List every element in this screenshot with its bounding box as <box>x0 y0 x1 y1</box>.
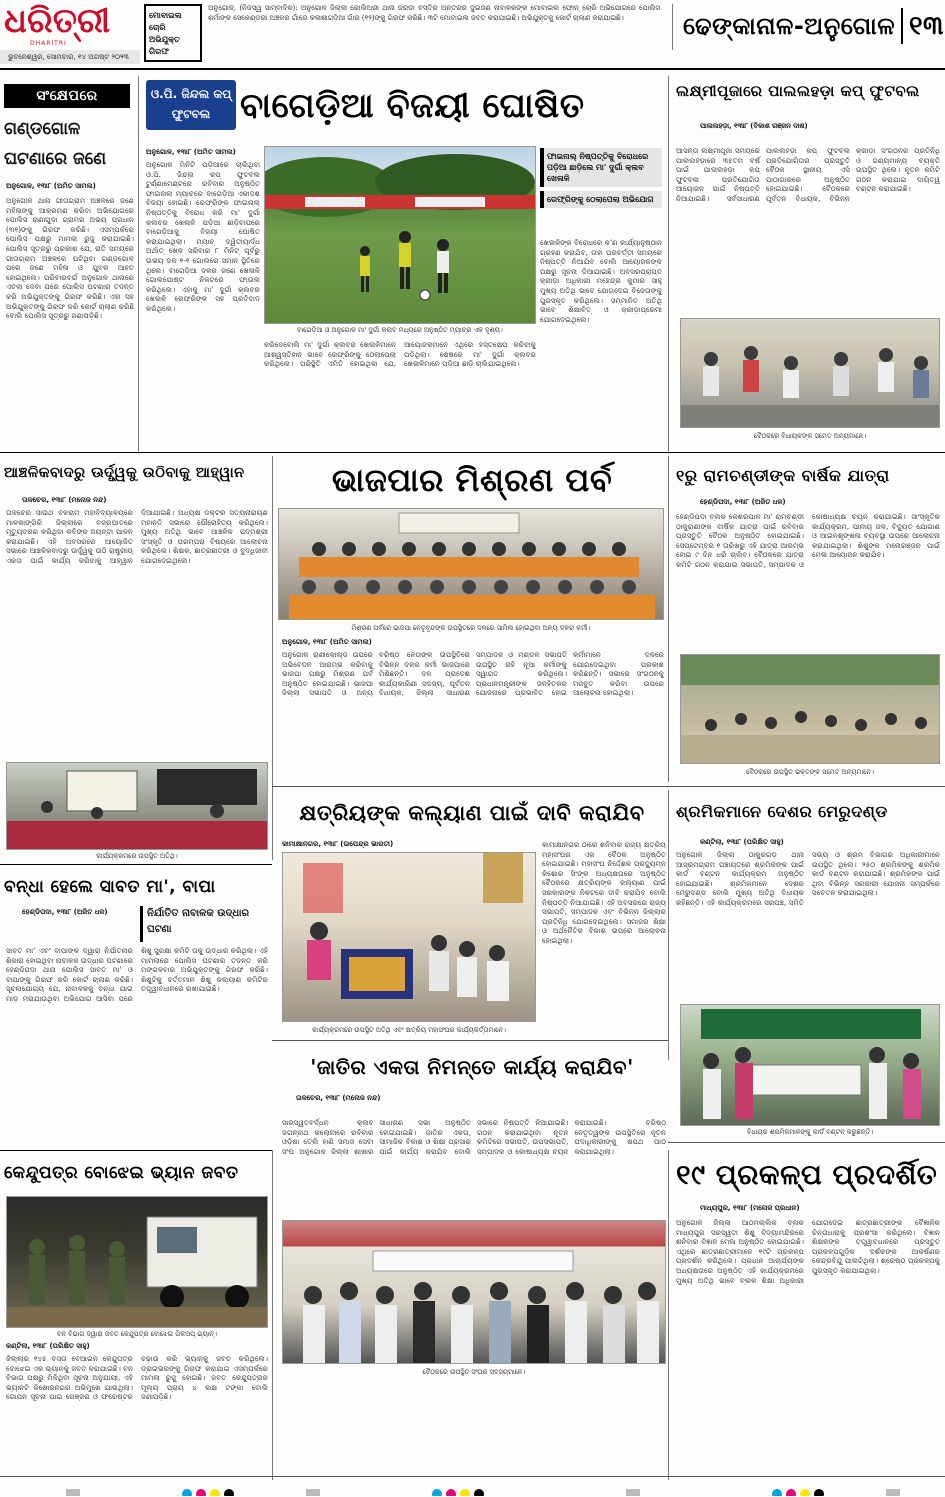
kshatriya-headline: କ୍ଷତ୍ରିୟଙ୍କ କଲ୍ୟାଣ ପାଇଁ ଦାବି କରାଯିବ <box>299 801 645 825</box>
bjp-photo-caption: ମିଶ୍ରଣ ପର୍ବରେ ଭାଜପା ନେତୃବୃନ୍ଦଙ୍କ ଉପସ୍ଥିତରେ ଦଳରେ ସାମିଲ ହୋଇଥିବା ଅନ୍ୟ ଦଳର କର୍ମୀ। <box>351 624 591 632</box>
jati-headline: 'ଜାତିର ଏକତା ନିମନ୍ତେ କାର୍ଯ୍ୟ କରାଯିବ' <box>310 1055 634 1079</box>
card-distribution-photo-icon <box>681 1005 940 1126</box>
football-photo-caption: ବାଗେଡ଼ିଆ ଓ ଅନୁଗୋଳ ମା' ଦୁର୍ଗା କ୍ଲବ ମଧ୍ୟରେ ଅନୁଷ୍ଠିତ ମ୍ୟାଚ୍‌ର ଏକ ଦୃଶ୍ୟ। <box>297 326 503 334</box>
bandha-headline: ବନ୍ଧା ହେଲେ ସାବତ ମା', ବାପା <box>4 877 216 897</box>
van-photo-icon <box>7 1197 268 1328</box>
row-rule-3 <box>272 1040 668 1041</box>
col-rule-5 <box>668 790 669 1060</box>
shramik-headline: ଶ୍ରମିକମାନେ ଦେଶର ମେରୁଦଣ୍ଡ <box>676 802 888 821</box>
stage-photo-icon <box>7 763 268 850</box>
lakshmi-body: ଆସନ୍ତା ଲକ୍ଷ୍ମୀପୂଜା ସମୟରେ ପାଲଲହଡ଼ାରେ ୩୫ତମ ବର୍ଷ ପାଇଁ ପାଲଲହଡ଼ା କପ୍ ଫୁଟବଲ ପ୍ରତିଯୋଗିତା ଆୟୋଜନ ପାଇଁ ନିଷ୍ପତ୍ତି ନିଆଯାଇଛି। ସର୍ବସାଧାରଣ ପାଲଲହଡ଼ା କପ୍ ଫୁଟବଲ ପ୍ରତିଯୋଗିତାର ପ୍ରସ୍ତୁତି ବୈଠକ ସ୍ଥାନୀୟ ଏସି ପାଠାଗାରରେ ଅନୁଷ୍ଠିତ ହୋଇଯାଇଛି। ବୈଠକରେ ପୂର୍ବତନ ବିଧାୟକ, ବିଭିନ୍ନ କ୍ରୀଡ଼ା ସଂଗଠନର ପ୍ରତିନିଧି ଓ ଗଣ୍ୟମାନ୍ୟ ବ୍ୟକ୍ତି ଉପସ୍ଥିତ ଥିଲେ। ନୂତନ କମିଟି ଗଠନ କରାଯାଇ ଦାୟିତ୍ୱ ବଣ୍ଟନ କରାଯାଇଛି। <box>676 146 940 203</box>
footer-rule <box>0 1476 945 1477</box>
ratha-photo <box>680 654 940 764</box>
col-rule-4 <box>668 456 669 782</box>
logo <box>4 2 124 50</box>
prakalpa-dateline: ମାଧ୍ୟପୁର, ୧୩ା୮ (ମନୋଜ ପ୍ରଧାନ) <box>700 1204 800 1212</box>
lakshmi-headline: ଲକ୍ଷ୍ମୀପୂଜାରେ ପାଲଲହଡ଼ା କପ୍ ଫୁଟବଲ <box>676 82 920 100</box>
meeting-photo-icon <box>681 319 940 428</box>
registration-marks-far-right <box>880 1484 906 1496</box>
registration-marks-mid <box>300 1484 326 1496</box>
kendu-dateline: କଣ୍ଟିଲା, ୧୩ା୮ (ପରିକ୍ଷିତ ସାହୁ) <box>6 1342 90 1350</box>
row-rule-left-2 <box>0 1150 272 1151</box>
anchalik-body: ତାଳଚେର ସାଉଥ ବଳରାମ ମହାବିଦ୍ୟାଳୟରେ ମାଳକାଙ୍ଗିରି ଜିଲ୍ଲାରେ ବଜ୍ରଘାତରେ ମୃତ୍ୟୁବରଣ କରିଥିବା କବିଙ୍କ ଜୟନ୍ତୀ ପାଳନ କରାଯାଇଛି। ଏହି ଅବସରରେ ଆୟୋଜିତ ସଭାରେ ଆଞ୍ଚଳିକବାଦରୁ ଊର୍ଦ୍ଧ୍ୱକୁ ଉଠି ରାଷ୍ଟ୍ରୀୟ ଏକତା ପାଇଁ କାର୍ଯ୍ୟ କରିବାକୁ ଆହ୍ୱାନ ଦିଆଯାଇଛି। ଅଧ୍ୟକ୍ଷ ଡକ୍ଟର ସତ୍ୟନାରାୟଣ ମହାନ୍ତି ସଭାରେ ପୌରୋହିତ୍ୟ କରିଥିଲେ। ମୁଖ୍ୟ ଅତିଥି ଭାବେ ଆଞ୍ଚଳିକ ପଦ୍ମଶ୍ରୀ ସଂସ୍କୃତି ଓ ପରମ୍ପରା ବିଷୟରେ ଆଲୋଚନା କରିଥିଲେ। ଶିକ୍ଷକ, ଛାତ୍ରଛାତ୍ରୀ ଓ ବୁଦ୍ଧିଜୀବୀ ଯୋଗଦେଇଥିଲେ। <box>6 508 268 565</box>
ratha-body: ହେଣ୍ଡିପଦା ବ୍ଲକ କେଶରପାଳ ମା' ରାମଚଣ୍ଡୀ ଠାକୁରାଣୀଙ୍କ ବାର୍ଷିକ ଯାତ୍ରା ପାଇଁ ରବିବାର ପ୍ରସ୍ତୁତି ବୈଠକ ଅନୁଷ୍ଠିତ ହୋଇଯାଇଛି। ସେପ୍ଟେମ୍ବର ୧ ତାରିଖରୁ ଏହି ଯାତ୍ରା ଆରମ୍ଭ ହୋଇ ୯ ଦିନ ଧରି ଚାଲିବ। ବୈଠକରେ ଯାତ୍ରା କମିଟି ଗଠନ କରାଯାଇ ସଭାପତି, ସମ୍ପାଦକ ଓ କୋଷାଧ୍ୟକ୍ଷ ଚୟନ କରାଯାଇଛି। ସାଂସ୍କୃତିକ କାର୍ଯ୍ୟକ୍ରମ, ପାନୀୟ ଜଳ, ବିଦ୍ୟୁତ ଯୋଗାଣ ଓ ଆଇନଶୃଙ୍ଖଳା ବ୍ୟବସ୍ଥା ଉପରେ ଆଲୋଚନା କରାଯାଇଥିଲା। ଶିଶୁଙ୍କ ମନୋରଞ୍ଜନ ପାଇଁ ମେଳା ଆୟୋଜନ କରାଯିବ। <box>676 512 940 569</box>
brief-headline: ଗଣ୍ଡଗୋଳ ଘଟଣାରେ ଜଣେ <box>4 119 107 169</box>
kendu-photo-caption: ବନ ବିଭାଗ ଦ୍ୱାରା ଜବତ କେନ୍ଦୁପତ୍ର ବୋଝେଇ ପିକଅପ୍ ଭ୍ୟାନ୍। <box>57 1330 217 1338</box>
kshatriya-body: କାମାକ୍ଷାନଗର ଠାରେ ଶନିବାର ରାଜ୍ୟ କ୍ଷତ୍ରିୟ ମହାସଂଘର ଏକ ବୈଠକ ଅନୁଷ୍ଠିତ ହୋଇଯାଇଛି। ମହାସଂଘ ନିର୍ଦ୍ଦେଶକ ପ୍ରଦ୍ୟୁମ୍ନ କିଶୋର ସିଂଙ୍କ ଅଧ୍ୟକ୍ଷତାରେ ଅନୁଷ୍ଠିତ ବୈଠକରେ କ୍ଷତ୍ରିୟଙ୍କ କଲ୍ୟାଣ ପାଇଁ ସରକାରଙ୍କ ନିକଟରେ ଦାବି କରାଯିବ ବୋଲି ନିଷ୍ପତ୍ତି ନିଆଯାଇଛି। ଏହି ଅବସରରେ ରାଜ୍ୟ ସଭାପତି, ସମ୍ପାଦକ ଏବଂ ବିଭିନ୍ନ ଜିଲ୍ଲାର ପ୍ରତିନିଧି ଯୋଗଦେଇଥିଲେ। ସମାଜର ଶିକ୍ଷା ଓ ଅର୍ଥନୈତିକ ବିକାଶ ଉପରେ ଆଲୋଚନା ହୋଇଥିଲା। <box>542 840 666 945</box>
jati-dateline: ତାଳଚେର, ୧୩ା୮ (ମନୋଜ ନନ୍ଦ) <box>296 1094 381 1102</box>
row-rule-right-3 <box>668 1142 945 1143</box>
shramik-dateline: କଣ୍ଟିଲା, ୧୩ା୮ (ପରିକ୍ଷିତ ସାହୁ) <box>700 838 784 846</box>
op-jindal-dateline: ଅନୁଗୋଳ, ୧୩ା୮ (ଅମିତ ସାମଲ) <box>146 148 236 156</box>
football-scene-icon <box>265 147 536 324</box>
registration-marks-right <box>620 1484 646 1496</box>
registration-marks-left <box>60 1484 86 1496</box>
bandha-subhead: ନିର୍ଯାତିତ ନାବାଳକ ଉଦ୍ଧାର ଘଟଣା <box>140 906 268 942</box>
op-jindal-body-left: ଅନୁଗୋଳ ମିନିଟି ପଡ଼ିଆରେ ଚାଲିଥିବା ଓ.ପି. ଜିନ୍ଦଲ କପ୍ ଫୁଟବଲ ଟୁର୍ଣ୍ଣାମେଣ୍ଟରେ ରବିବାର ଅନୁଷ୍ଠିତ ଫାଇନାଲ ମ୍ୟାଚରେ ବାଗେଡ଼ିଆ ଏକାଦଶ ବିଜୟୀ ହୋଇଛି। ରେଫ୍ରିଙ୍କ ଫାଇନାଲ୍ ନିଷ୍ପତ୍ତିକୁ ବିରୋଧ କରି ମା' ଦୁର୍ଗା କ୍ଲବର ଖେଳାଳି ପଡ଼ିଆ ଛାଡ଼ିବାପରେ ବାଗେଡ଼ିଆକୁ ବିଜୟୀ ଘୋଷିତ କରାଯାଇଥିଲା। ମ୍ୟାଚ୍ ଦ୍ୱିତୀୟାର୍ଦ୍ଧ ଅର୍ଥାତ୍ ଖେଳ ସରିବାର ୮ ମିନିଟ୍ ପୂର୍ବରୁ ଉଭୟ ଦଳ ୧-୧ ଗୋଲରେ ସମାନ ସ୍ଥିତିରେ ଥିଲେ। ବାଗେଡ଼ିଆ ଦଳର ଜଣେ ଖେଳାଳି ଗୋଲପୋଷ୍ଟ ନିକଟରେ ଫାଉଲ କରିଥିଲେ। ଏହାକୁ ମା' ଦୁର୍ଗା କ୍ଲବର ଖେଳାଳି ରେଫ୍ରିଙ୍କ ସହ ପ୍ରତିବାଦ କରିଥିଲେ। <box>146 160 260 313</box>
football-photo <box>264 146 536 324</box>
ratha-headline: ୧ରୁ ରାମଚଣ୍ଡୀଙ୍କ ବାର୍ଷିକ ଯାତ୍ରା <box>676 466 890 485</box>
masthead-rule <box>0 68 945 70</box>
col-rule-3 <box>272 456 273 860</box>
anchalik-photo-caption: କାର୍ଯ୍ୟକ୍ରମରେ ଉପସ୍ଥିତ ଅତିଥି। <box>96 852 178 860</box>
gathering-photo-icon <box>681 655 940 764</box>
dateline-bar <box>0 50 140 64</box>
op-jindal-headline: ବାଗେଡ଼ିଆ ବିଜୟୀ ଘୋଷିତ <box>240 86 585 126</box>
row-rule-1 <box>0 452 945 453</box>
col-rule-7 <box>668 1150 669 1480</box>
crowd-photo-icon <box>279 509 664 620</box>
side-point-2: ରେଫ୍ରିଙ୍କୁ ଠେଲାପେଲା ଅଭିଯୋଗ <box>540 191 662 208</box>
bjp-photo <box>278 508 664 620</box>
anchalik-dateline: ତାଳଚେର, ୧୩ା୮ (ମନୋଜ ନନ୍ଦ) <box>22 496 107 504</box>
masthead <box>0 0 945 70</box>
row-rule-left <box>0 864 272 865</box>
lakshmi-photo <box>680 318 940 428</box>
op-jindal-tag: ଓ.ପି. ଜିନ୍ଦଲ କପ୍ ଫୁଟବଲ <box>146 80 236 130</box>
logo-sub: DHARITRI <box>30 40 67 47</box>
color-dots-2 <box>430 1484 486 1496</box>
bjp-headline: ଭାଜପାର ମିଶ୍ରଣ ପର୍ବ <box>331 461 613 499</box>
prakalpa-body: ଅନୁଗୋଳ ଜିଲ୍ଲା ଆଠମଲ୍ଲିକ ବ୍ଲକ ମାଧ୍ୟପୁର ସରସ୍ୱତୀ ଶିଶୁ ବିଦ୍ୟାମନ୍ଦିରରେ ଶନିବାର ବିଜ୍ଞାନ ମେଳା ଅନୁଷ୍ଠିତ ହୋଇଯାଇଛି। ଏଥିରେ ଛାତ୍ରଛାତ୍ରୀମାନେ ୧୯ଟି ପ୍ରକଳ୍ପ ପ୍ରଦର୍ଶନ କରିଥିଲେ। ପ୍ରଧାନ ଆଚାର୍ଯ୍ୟଙ୍କ ଅଧ୍ୟକ୍ଷତାରେ ଅନୁଷ୍ଠିତ ଏହି କାର୍ଯ୍ୟକ୍ରମରେ ମୁଖ୍ୟ ଅତିଥି ଭାବେ ବ୍ଲକ ଶିକ୍ଷା ଅଧିକାରୀ ଯୋଗଦେଇ ଛାତ୍ରଛାତ୍ରୀଙ୍କ ବୈଜ୍ଞାନିକ ଚିନ୍ତାଧାରାକୁ ପ୍ରଶଂସା କରିଥିଲେ। ବିଜ୍ଞାନ ଶିକ୍ଷକଙ୍କ ତତ୍ତ୍ୱାବଧାନରେ ପ୍ରସ୍ତୁତ ପ୍ରକଳ୍ପଗୁଡ଼ିକ ଦର୍ଶକଙ୍କ ଆକର୍ଷଣର କେନ୍ଦ୍ରବିନ୍ଦୁ ପାଲଟିଥିଲା। ଶ୍ରେଷ୍ଠ ପ୍ରକଳ୍ପକୁ ପୁରସ୍କୃତ କରାଯାଇଥିଲା। <box>676 1218 940 1285</box>
page-number: ୧୩ <box>901 8 944 44</box>
teaser-text: ଅନୁଗୋଳ, (ନିଜସ୍ୱ ସାମ୍ବାଦିକ): ଅନୁଗୋଳ ଜିଲ୍ଲା କୋଲିଅରୀ ଥାନା ଜରଡା ବସ୍ତିର ଅନ୍ତରର ଦୁଇଜଣ ନାବାଳକଙ୍କ ମୋବାଇଲ ଫୋନ୍ ଚୋରି ଅଭିଯୋଗରେ ପୋଲିସ ଶର୍ମାଙ୍କ ସେକେଣ୍ଡରୀ ଅଞ୍ଚଳର ଗାଁରେ କଳାଶାଗଡ଼ିଆ ଗାଁର (୧୨)ଙ୍କୁ ଗିରଫ କରିଛି। ୩ଟି ମୋବାଇଲ ଜବତ କରାଯାଇଛି। ଅଭିଯୁକ୍ତକୁ କୋର୍ଟ ଚାଲାଣ କରାଯାଇଛି। <box>208 4 660 22</box>
jati-body: ସାରସ୍ୱତବର୍ଦ୍ଧନ କ୍ଲବ ଜଗନ୍ନାଥ କଲୋନୀରେ ରବିବାର ଓଡ଼ିଶା ତେଲି ହାଣି ସମାଜ ସେବା ସଂଘ ଅନୁଗୋଳ ଜିଲ୍ଲା ଶାଖାର ସାଧାରଣ ସଭା ଅନୁଷ୍ଠିତ ହୋଇଯାଇଛି। ଜାତିର ଏକତା, ସାମାଜିକ ବିକାଶ ଓ ଶିକ୍ଷା ପ୍ରସାର ପାଇଁ କାର୍ଯ୍ୟ କରାଯିବ ବୋଲି ସଭାରେ ନିଷ୍ପତ୍ତି ନିଆଯାଇଛି। ଗଠନ କରାଯାଇଥିବା ନୂତନ କମିଟିରେ ସଭାପତି, ଉପସଭାପତି, ସମ୍ପାଦକ ଓ କୋଷାଧ୍ୟକ୍ଷ ଚୟନ କରାଯାଇଛି। ବରିଷ୍ଠ ନେତୃତ୍ୱଙ୍କ ଉପସ୍ଥିତିରେ ନୂତନ ପଦାଧିକାରୀଙ୍କୁ ଶପଥ ପାଠ କରାଯାଇଥିଲା। <box>282 1118 666 1156</box>
group-photo-icon <box>283 1221 666 1364</box>
op-jindal-body-mid: କରିବେବୋଲି ମା' ଦୁର୍ଗା କ୍ଲବର ଖେଳାଳିମାନେ ଆଶ୍ୱସ୍ତିହୀନ ଭାବେ ରେଫ୍ରିଙ୍କୁ ଠେଲାପେଲା କରିଥିଲେ। ପରିସ୍ଥିତି ଏମିତି ହୋଇଥିଲା ଯେ, ଆୟୋଜକମାନେ ଏଥିରେ ହସ୍ତକ୍ଷେପ କରିବାକୁ ପଡ଼ିଥିଲା। ଶେଷରେ ମା' ଦୁର୍ଗା କ୍ଲବର ଖେଳାଳିମାନେ ପଡ଼ିଆ ଛାଡ଼ି ଚାଲିଯାଇଥିଲେ। <box>264 340 536 369</box>
kshatriya-photo <box>282 852 536 1022</box>
kshatriya-photo-caption: କାର୍ଯ୍ୟକ୍ରମରେ ଉପସ୍ଥିତ ଅତିଥି ଏବଂ କ୍ଷତ୍ରିୟ ମହାସଂଘର କାର୍ଯ୍ୟକର୍ତ୍ତାମାନେ। <box>312 1026 506 1034</box>
bjp-dateline: ଅନୁଗୋଳ, ୧୩ା୮ (ଅମିତ ସାମଲ) <box>282 638 372 646</box>
jati-photo <box>282 1220 666 1364</box>
bjp-body: ଅନୁଗୋଳ ରାଣୀକୋଲ୍ଡ ଉପରେ ଅଭିବେଦନ ଆରମ୍ଭ କରିବାକୁ ଭାଜପା ପକ୍ଷରୁ ମିଶ୍ରଣ ପର୍ବ ଅନୁଷ୍ଠିତ ହୋଇଯାଇଛି। ଭାଜପା ଜିଲ୍ଲା ସଭାପତି ଓ ଅନ୍ୟ ବରିଷ୍ଠ ନେତାଙ୍କ ଉପସ୍ଥିତିରେ ବିଭିନ୍ନ ଦଳର କର୍ମୀ ଭାଜପାରେ ମିଶିଛନ୍ତି। ଦଳ ପ୍ରଦେଶ କାର୍ଯ୍ୟକାରିଣୀ ସଦସ୍ୟ, ପୂର୍ବତନ ବିଧାୟକ, ଜିଲ୍ଲା ସାଧାରଣ ସମ୍ପାଦକ ଓ ମଣ୍ଡଳ ସଭାପତି ଉପସ୍ଥିତ ରହି ନୂଆ କର୍ମୀଙ୍କୁ ସ୍ୱାଗତ କରିଥିଲେ। ପ୍ରଧାନମନ୍ତ୍ରୀଙ୍କ ଜନହିତକର ଯୋଜନାରେ ପ୍ରଭାବିତ ହୋଇ କର୍ମୀମାନେ ଦଳରେ ଯୋଗଦେଇଥିବା ପ୍ରକାଶ କରିଛନ୍ତି। ସଭାରେ ସଂଗଠନକୁ ମଜବୁତ କରିବା ଉପରେ ଆଲୋଚନା ହୋଇଥିଲା। <box>282 650 664 698</box>
jati-photo-caption: ବୈଠକରେ ଉପସ୍ଥିତ ସଂଘର ସଦସ୍ୟମାନେ। <box>422 1368 526 1376</box>
kshatriya-dateline: କାମାକ୍ଷାନଗର, ୧୩ା୮ (ଉପେନ୍ଦ୍ର ଭାରତୀ) <box>282 840 394 848</box>
teaser-title: ମୋବାଇଲ ଚୋରି ଅଭିଯୁକ୍ତ ଗିରଫ <box>144 4 202 62</box>
bandha-dateline: ହେଣ୍ଡିପଦା, ୧୩ା୮ (ଅଜିତ ଧଳ) <box>22 908 108 916</box>
logo-text: ଧରିତ୍ରୀ <box>4 2 111 41</box>
prakalpa-headline: ୧୯ ପ୍ରକଳ୍ପ ପ୍ରଦର୍ଶିତ <box>676 1158 938 1191</box>
kendu-body: ଜିଲ୍ଲାର ୧୪୫ ବସ୍ତା ବେଆଇନ କେନ୍ଦୁପତ୍ର ବୋଝେଇ ଏକ ଭ୍ୟାନକୁ ଜବତ କରାଯାଇଛି। ବନ ବିଭାଗ ପକ୍ଷରୁ ମିଳିଥିବା ସୂଚନା ଅନୁଯାୟୀ, ଏହି ଭ୍ୟାନଟି କିଶୋରନଗର ଅଭିମୁଖେ ଯାଉଥିଲା। ଗୋପନ ସୂଚନା ପାଇ ରେଞ୍ଜର ଓ ଫରେଷ୍ଟର ଚଢ଼ାଉ କରି ଭ୍ୟାନକୁ ଜବତ କରିଥିଲେ। ଡ୍ରାଇଭରଙ୍କୁ ଗିରଫ କରାଯାଇ ଏସମ୍ପର୍କରେ ମାମଲା ରୁଜୁ ହୋଇଛି। ଜବତ କେନ୍ଦୁପତ୍ରର ମୂଲ୍ୟ ପ୍ରାୟ ୪ ଲକ୍ଷ ଟଙ୍କା ବୋଲି ଜଣାପଡ଼ିଛି। <box>6 1354 268 1402</box>
brief-dateline: ଅନୁଗୋଳ, ୧୩ା୮ (ଅମିତ ସାମଲ) <box>6 182 96 190</box>
row-rule-2 <box>272 786 945 787</box>
shramik-photo <box>680 1004 940 1126</box>
col-rule-2 <box>668 76 669 454</box>
anchalik-headline: ଆଞ୍ଚଳିକବାଦରୁ ଊର୍ଦ୍ଧ୍ୱକୁ ଉଠିବାକୁ ଆହ୍ୱାନ <box>4 465 245 481</box>
ratha-photo-caption: ବୈଠକରେ ଉପସ୍ଥିତ ଭକ୍ତଙ୍କ ସମେତ ଅନ୍ୟମାନେ। <box>746 768 874 776</box>
page-title-box <box>672 4 945 50</box>
brief-label: ସଂକ୍ଷେପରେ <box>4 84 130 108</box>
masthead-dateline: ଭୁବନେଶ୍ୱର, ସୋମବାର, ୧୪ ଅଗଷ୍ଟ ୨୦୨୩ <box>8 53 129 61</box>
anchalik-photo <box>6 762 268 850</box>
bandha-body: ସାବତ ମା' ଏବଂ ବାପାଙ୍କ ଦ୍ୱାରା ନିର୍ଯାତନାର ଶିକାର ହୋଇଥିବା ନାବାଳକ ଉଦ୍ଧାର ଘଟଣାରେ ହେଣ୍ଡିପଦା ଥାନା ପୋଲିସ ସାବତ ମା' ଓ ବାପାଙ୍କୁ ଗିରଫ କରି କୋର୍ଟ ଚାଲାଣ କରିଛି। ସୂଚନାଯୋଗ୍ୟ ଯେ, ନାବାଳକକୁ ବନ୍ଧା ଯାଇ ମାଡ଼ ମରାଯାଉଥିବା ଅଭିଯୋଗ ଆସିବା ପରେ ଶିଶୁ ସୁରକ୍ଷା କମିଟି ତାକୁ ଉଦ୍ଧାର କରିଥିଲା। ଏହି ମାମଲାରେ ପୋଲିସ ଘଟଣାର ତଦନ୍ତ କରି ମଙ୍ଗଳବାର ଅଭିଯୁକ୍ତଙ୍କୁ ଗିରଫ କରିଛି। ଶିଶୁଟିକୁ ବର୍ତ୍ତମାନ ଶିଶୁ କଲ୍ୟାଣ କମିଟିର ତତ୍ତ୍ୱାବଧାନରେ ରଖାଯାଇଛି। <box>6 946 268 1003</box>
lakshmi-dateline: ପାଲଲହଡ଼ା, ୧୩ା୮ (ବିକାଶ ରଞ୍ଜନ ଦାଶ) <box>700 122 808 130</box>
shramik-body: ଅନୁଗୋଳ ଜିଲ୍ଲା ଠାକୁରଗଡ଼ ଥାନା ଆସ୍ରମଗ୍ରାମ ପଞ୍ଚାୟତରେ ଶ୍ରମିକଙ୍କ ପାଇଁ କାର୍ଡ ବଣ୍ଟନ କାର୍ଯ୍ୟକ୍ରମ ଅନୁଷ୍ଠିତ ହୋଇଯାଇଛି। ଶ୍ରମିକମାନେ ଦେଶର ମେରୁଦଣ୍ଡ ବୋଲି ମୁଖ୍ୟ ଅତିଥି ବିଧାୟକ କହିଛନ୍ତି। ଏହି କାର୍ଯ୍ୟକ୍ରମରେ ସରପଞ୍ଚ, ସମିତି ସଭ୍ୟ ଓ ଶ୍ରମ ବିଭାଗର ଅଧିକାରୀମାନେ ଉପସ୍ଥିତ ଥିଲେ। ୨୫୦ ଶ୍ରମିକଙ୍କୁ ଶ୍ରମିକ କାର୍ଡ ବଣ୍ଟନ କରାଯାଇଛି। ଶ୍ରମିକଙ୍କ ପାଇଁ ଥିବା ବିଭିନ୍ନ ସରକାରୀ ଯୋଜନା ସମ୍ପର୍କରେ ସଚେତନ କରାଯାଇଥିଲା। <box>676 850 940 907</box>
color-dots-3 <box>770 1484 826 1496</box>
lakshmi-photo-caption: ବୈଠକରେ ବିଧାୟକଙ୍କ ସମେତ ଅନ୍ୟମାନେ। <box>753 432 867 440</box>
kendu-headline: କେନ୍ଦୁପତ୍ର ବୋଝେଇ ଭ୍ୟାନ ଜବତ <box>4 1163 239 1183</box>
kendu-photo <box>6 1196 268 1328</box>
print-marks <box>0 1482 945 1496</box>
col-rule-1 <box>138 76 139 454</box>
op-jindal-body-right: ଖେଳାଳିଙ୍କ ବିରୋଧରେ କ'ଣ କାର୍ଯ୍ୟାନୁଷ୍ଠାନ ଗ୍ରହଣ କରାଯିବ, ତାହା ପରବର୍ତ୍ତୀ ସମୟରେ ନିଷ୍ପତ୍ତି ନିଆଯିବ ବୋଲି ଆୟୋଜକଙ୍କ ପକ୍ଷରୁ ସୂଚନା ଦିଆଯାଇଛି। ଅବସରପ୍ରାପ୍ତ କ୍ରୀଡ଼ା ଅଧିକାରୀ ମହେନ୍ଦ୍ର କୁମାର ସାହୁ ମୁଖ୍ୟ ଅତିଥି ଭାବେ ଯୋଗଦେଇ ବିଜେତାଙ୍କୁ ପୁରସ୍କୃତ କରିଥିଲେ। ସମ୍ମାନିତ ଅତିଥି ଭାବେ ଶିକ୍ଷାବିତ୍ ଓ କ୍ରୀଡ଼ାପ୍ରେମୀ ଯୋଗଦେଇଥିଲେ। <box>540 238 662 324</box>
side-point-1: ଫାଇନାଲ୍ ନିଷ୍ପତ୍ତିକୁ ବିରୋଧରେ ପଡ଼ିଆ ଛାଡ଼ିଲେ ମା' ଦୁର୍ଗା କ୍ଲବ ଖେଳାଳି <box>540 148 662 187</box>
brief-body: ଅନୁଗୋଳ ଥାନା ଗୀତାଗ୍ରାମ ଅଞ୍ଚଳରେ ଜଣେ ମହିଳାଙ୍କୁ ଆକ୍ରମଣ କରିବା ଅଭିଯୋଗରେ ପୋଲିସ ରାଣୀଗୁଡ଼ା ଗ୍ରାମର ଅଭୟ ପ୍ରଧାନ (୩୧)ଙ୍କୁ ଗିରଫ କରିଛି। ଏସମ୍ପର୍କରେ ପୋଲିସ ପକ୍ଷରୁ ମାମଲା ରୁଜୁ କରାଯାଇଛି। ପୋଲିସ ସୂତ୍ରରୁ ପ୍ରକାଶ ଯେ, ରାତି ସମୟରେ ଗୀତାଗ୍ରାମ ଅଞ୍ଚଳରେ ଘଟିଥିବା ଗଣ୍ଡଗୋଳ ପରେ ଜଣେ ମହିଳା ଓ ଯୁବକ ଆହତ ହୋଇଥିଲେ। ପରିବାରବର୍ଗ ଅନୁଗୋଳ ଥାନାରେ ଏତଲା ଦେବା ପରେ ପୋଲିସ ଘଟଣାର ତଦନ୍ତ କରି ଅଭିଯୁକ୍ତଙ୍କୁ ଗିରଫ କରିଛି। ଏହା ସହ ଅଭିଯୁକ୍ତଙ୍କୁ ଗିରଫ କରି କୋର୍ଟ ଚାଲାଣ କରିଛି ବୋଲି ପୋଲିସ ସୂତ୍ରରୁ ଜଣାପଡ଼ିଛି। <box>6 196 134 321</box>
ratha-dateline: ହେଣ୍ଡିପଦା, ୧୩ା୮ (ଅଜିତ ଧଳ) <box>700 498 786 506</box>
shramik-photo-caption: ବିଧାୟକ ଶ୍ରମିକମାନଙ୍କୁ କାର୍ଡ ବଣ୍ଟନ କରୁଛନ୍ତି। <box>746 1128 874 1136</box>
page-title: ଢେଙ୍କାନାଳ-ଅନୁଗୋଳ <box>683 12 896 40</box>
color-dots-1 <box>180 1484 236 1496</box>
op-jindal-side-points <box>540 148 662 232</box>
col-rule-6 <box>272 1150 273 1480</box>
meeting-hall-photo-icon <box>283 853 536 1022</box>
